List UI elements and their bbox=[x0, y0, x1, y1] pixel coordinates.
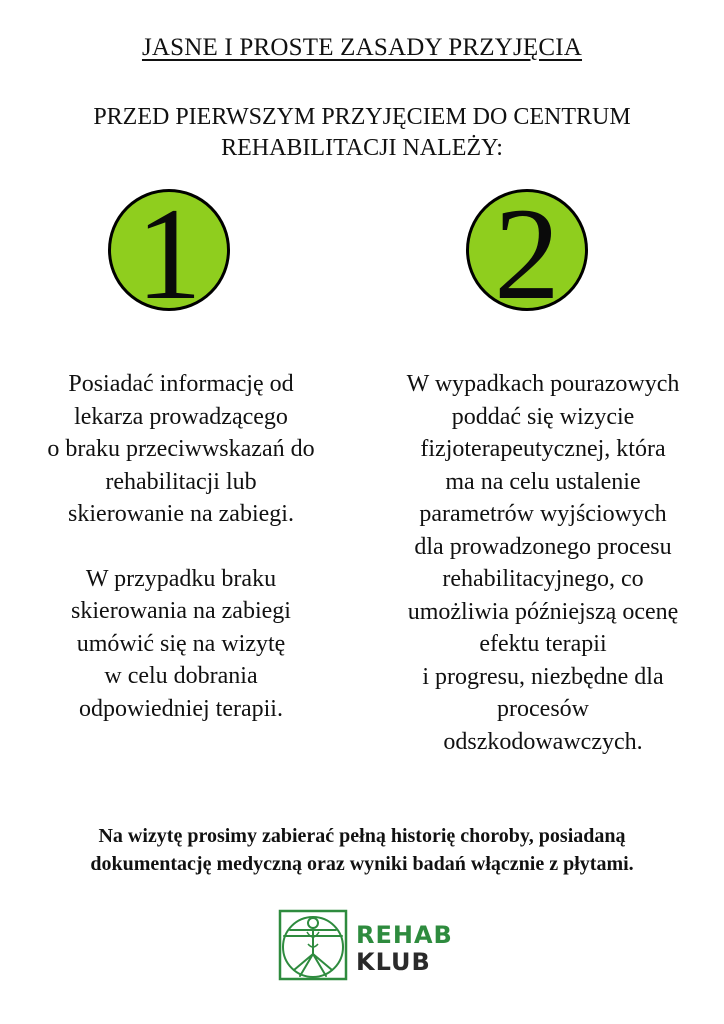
text-line: w celu dobrania bbox=[104, 663, 258, 689]
page-subtitle bbox=[0, 102, 724, 164]
text-line: poddać się wizycie bbox=[451, 403, 635, 430]
documents-note bbox=[0, 822, 724, 878]
text-line: rehabilitacji lub bbox=[105, 468, 257, 495]
paragraph-gap bbox=[0, 531, 362, 563]
text-line: odpowiedniej terapii. bbox=[79, 695, 283, 722]
text-line: procesów bbox=[497, 696, 589, 722]
subtitle-line: PRZED PIERWSZYM PRZYJĘCIEM DO CENTRUM bbox=[93, 104, 631, 130]
text-line: parametrów wyjściowych bbox=[419, 501, 667, 527]
logo-text-rehab: REHAB bbox=[356, 921, 453, 949]
rehab-klub-logo bbox=[272, 908, 462, 982]
text-line: umożliwia późniejszą ocenę bbox=[407, 598, 679, 625]
text-line: dla prowadzonego procesu bbox=[414, 533, 672, 560]
text-line: umówić się na wizytę bbox=[76, 630, 286, 657]
text-line: odszkodowawczych. bbox=[443, 728, 643, 755]
step-number: 1 bbox=[136, 180, 202, 327]
text-line: ma na celu ustalenie bbox=[445, 468, 641, 495]
note-line: dokumentację medyczną oraz wyniki badań włącznie z płytami. bbox=[90, 853, 634, 875]
text-line: o braku przeciwwskazań do bbox=[47, 436, 315, 462]
step-2-text bbox=[362, 368, 724, 758]
text-line: skierowania na zabiegi bbox=[71, 598, 291, 624]
text-line: efektu terapii bbox=[479, 631, 607, 657]
step-1-number-badge bbox=[108, 180, 230, 327]
note-line: Na wizytę prosimy zabierać pełną historię choroby, posiadaną bbox=[98, 825, 626, 847]
text-line: skierowanie na zabiegi. bbox=[68, 501, 294, 527]
text-line: lekarza prowadzącego bbox=[74, 403, 288, 430]
step-number: 2 bbox=[494, 180, 560, 327]
subtitle-line: REHABILITACJI NALEŻY: bbox=[221, 135, 503, 161]
text-line: rehabilitacyjnego, co bbox=[442, 566, 644, 592]
vitruvian-man-icon bbox=[274, 908, 350, 982]
text-line: Posiadać informację od bbox=[68, 371, 294, 397]
step-1-text bbox=[0, 368, 362, 725]
text-line: i progresu, niezbędne dla bbox=[422, 663, 664, 690]
text-line: W przypadku braku bbox=[85, 565, 277, 592]
page-title: JASNE I PROSTE ZASADY PRZYJĘCIA bbox=[141, 34, 583, 61]
text-line: W wypadkach pourazowych bbox=[406, 371, 680, 397]
logo-wordmark bbox=[356, 922, 453, 976]
text-line: fizjoterapeutycznej, która bbox=[420, 436, 666, 462]
step-2-number-badge bbox=[466, 180, 588, 327]
logo-text-klub: KLUB bbox=[356, 948, 431, 976]
